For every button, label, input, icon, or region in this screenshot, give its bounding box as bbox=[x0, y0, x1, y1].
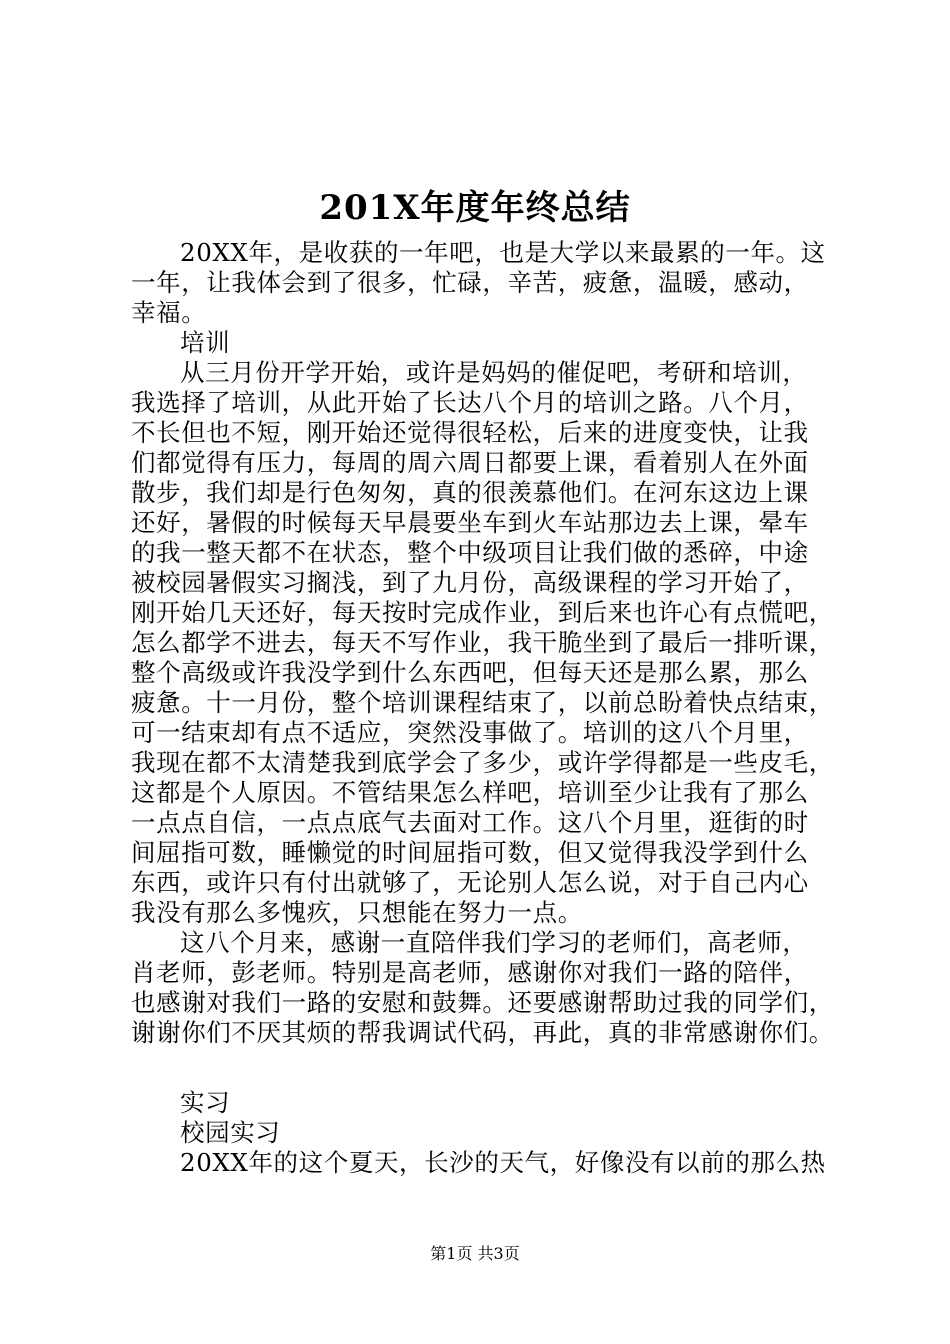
text-line: 也感谢对我们一路的安慰和鼓舞。还要感谢帮助过我的同学们， bbox=[131, 988, 834, 1017]
text-line: 散步，我们却是行色匆匆，真的很羡慕他们。在河东这边上课 bbox=[131, 478, 809, 507]
text-line: 的我一整天都不在状态，整个中级项目让我们做的悉碎，中途 bbox=[131, 538, 809, 567]
text-line: 肖老师，彭老师。特别是高老师，感谢你对我们一路的陪伴， bbox=[131, 958, 809, 987]
text-line: 刚开始几天还好，每天按时完成作业，到后来也许心有点慌吧， bbox=[131, 598, 834, 627]
text-line: 怎么都学不进去，每天不写作业，我干脆坐到了最后一排听课， bbox=[131, 628, 834, 657]
text-line: 东西，或许只有付出就够了，无论别人怎么说，对于自己内心 bbox=[131, 868, 809, 897]
text-line: 我现在都不太清楚我到底学会了多少，或许学得都是一些皮毛， bbox=[131, 748, 834, 777]
section-heading: 实习 bbox=[180, 1088, 231, 1117]
text-line: 整个高级或许我没学到什么东西吧，但每天还是那么累，那么 bbox=[131, 658, 809, 687]
text-line: 这都是个人原因。不管结果怎么样吧，培训至少让我有了那么 bbox=[131, 778, 809, 807]
text-line: 从三月份开学开始，或许是妈妈的催促吧，考研和培训， bbox=[180, 358, 808, 387]
text-line: 还好，暑假的时候每天早晨要坐车到火车站那边去上课，晕车 bbox=[131, 508, 809, 537]
text-line: 这八个月来，感谢一直陪伴我们学习的老师们，高老师， bbox=[180, 928, 808, 957]
text-line: 我没有那么多愧疚，只想能在努力一点。 bbox=[131, 898, 583, 927]
text-line: 一点点自信，一点点底气去面对工作。这八个月里，逛街的时 bbox=[131, 808, 809, 837]
document-title: 201X年度年终总结 bbox=[319, 188, 631, 228]
text-line: 幸福。 bbox=[131, 298, 207, 327]
text-line: 20XX年的这个夏天，长沙的天气，好像没有以前的那么热 bbox=[180, 1148, 826, 1177]
text-line: 一年，让我体会到了很多，忙碌，辛苦，疲惫，温暖，感动， bbox=[131, 268, 809, 297]
text-line: 间屈指可数，睡懒觉的时间屈指可数，但又觉得我没学到什么 bbox=[131, 838, 809, 867]
section-heading: 培训 bbox=[180, 328, 231, 357]
text-line: 们都觉得有压力，每周的周六周日都要上课，看着别人在外面 bbox=[131, 448, 809, 477]
page-number-footer: 第1页 共3页 bbox=[430, 1244, 520, 1263]
text-line: 可一结束却有点不适应，突然没事做了。培训的这八个月里， bbox=[131, 718, 809, 747]
text-line: 被校园暑假实习搁浅，到了九月份，高级课程的学习开始了， bbox=[131, 568, 809, 597]
text-line: 疲惫。十一月份，整个培训课程结束了，以前总盼着快点结束， bbox=[131, 688, 834, 717]
text-line: 不长但也不短，刚开始还觉得很轻松，后来的进度变快，让我 bbox=[131, 418, 809, 447]
text-line: 20XX年，是收获的一年吧，也是大学以来最累的一年。这 bbox=[180, 238, 826, 267]
subsection-heading: 校园实习 bbox=[180, 1118, 281, 1147]
text-line: 我选择了培训，从此开始了长达八个月的培训之路。八个月， bbox=[131, 388, 809, 417]
text-line: 谢谢你们不厌其烦的帮我调试代码，再此，真的非常感谢你们。 bbox=[131, 1018, 834, 1047]
